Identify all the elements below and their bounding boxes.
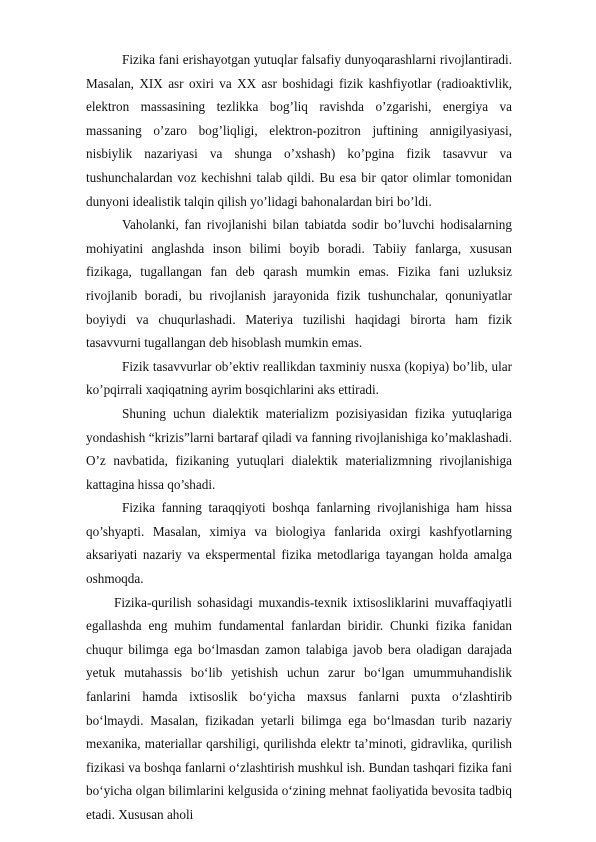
paragraph-4: Shuning uchun dialektik materializm pozisiyasidan fizika yutuqlariga yondashish “krizis”larni bartaraf qiladi va fanning rivojlanishiga ko’maklashadi. O’z navbatida, fizikaning yutuqlari dialektik materializmning rivojlanishiga kattagina hissa qo’shadi. — [86, 405, 512, 492]
paragraph-3: Fizik tasavvurlar ob’ektiv reallikdan taxminiy nusxa (kopiya) bo’lib, ular ko’pqirrali xaqiqatning ayrim bosqichlarini aks ettiradi. — [86, 358, 512, 398]
paragraph-1: Fizika fani erishayotgan yutuqlar falsafiy dunyoqarashlarni rivojlantiradi. Masalan, XIX asr oxiri va XX asr boshidagi fizik kashfiyotlar (radioaktivlik, elektron massasining tezlikka bog’liq ravishda o’zgarishi, energiya va massaning o’zaro bog’liqligi, elektron-pozitron juftining annigilyasiyasi, nisbiylik nazariyasi va shunga o’xshash) ko’pgina fizik tasavvur va tushunchalardan voz kechishni talab qildi. Bu esa bir qator olimlar tomonidan dunyoni idealistik talqin qilish yo’lidagi bahonalardan biri bo’ldi. — [86, 52, 512, 209]
paragraph-2: Vaholanki, fan rivojlanishi bilan tabiatda sodir bo’luvchi hodisalarning mohiyatini anglashda inson bilimi boyib boradi. Tabiiy fanlarga, xususan fizikaga, tugallangan fan deb qarash mumkin emas. Fizika fani uzluksiz rivojlanib boradi, bu rivojlanish jarayonida fizik tushunchalar, qonuniyatlar boyiydi va chuqurlashadi. Materiya tuzilishi haqidagi birorta ham fizik tasavvurni tugallangan deb hisoblash mumkin emas. — [86, 217, 512, 351]
paragraph-6: Fizika-qurilish sohasidagi muxandis-texnik ixtisosliklarini muvaffaqiyatli egallashda eng muhim fundamental fanlardan biridir. Chunki fizika fanidan chuqur bilimga ega bo‘lmasdan zamon talabiga javob bera oladigan darajada yetuk mutahassis bo‘lib yetishish uchun zarur bo‘lgan umummuhandislik fanlarini hamda ixtisoslik bo‘yicha maxsus fanlarni puxta o‘zlashtirib bo‘lmaydi. Masalan, fizikadan yetarli bilimga ega bo‘lmasdan turib nazariy mexanika, materiallar qarshiligi, qurilishda elektr ta’minoti, gidravlika, qurilish fizikasi va boshqa fanlarni o‘zlashtirish mushkul ish. Bundan tashqari fizika fani bo‘yicha olgan bilimlarini kelgusida o‘zining mehnat faoliyatida bevosita tadbiq etadi. Xususan aholi — [86, 594, 512, 822]
document-page — [86, 48, 512, 827]
paragraph-5: Fizika fanning taraqqiyoti boshqa fanlarning rivojlanishiga ham hissa qo’shyapti. Masalan, ximiya va biologiya fanlarida oxirgi kashfyotlarning aksariyati nazariy va ekspermental fizika metodlariga tayangan holda amalga oshmoqda. — [86, 500, 512, 587]
